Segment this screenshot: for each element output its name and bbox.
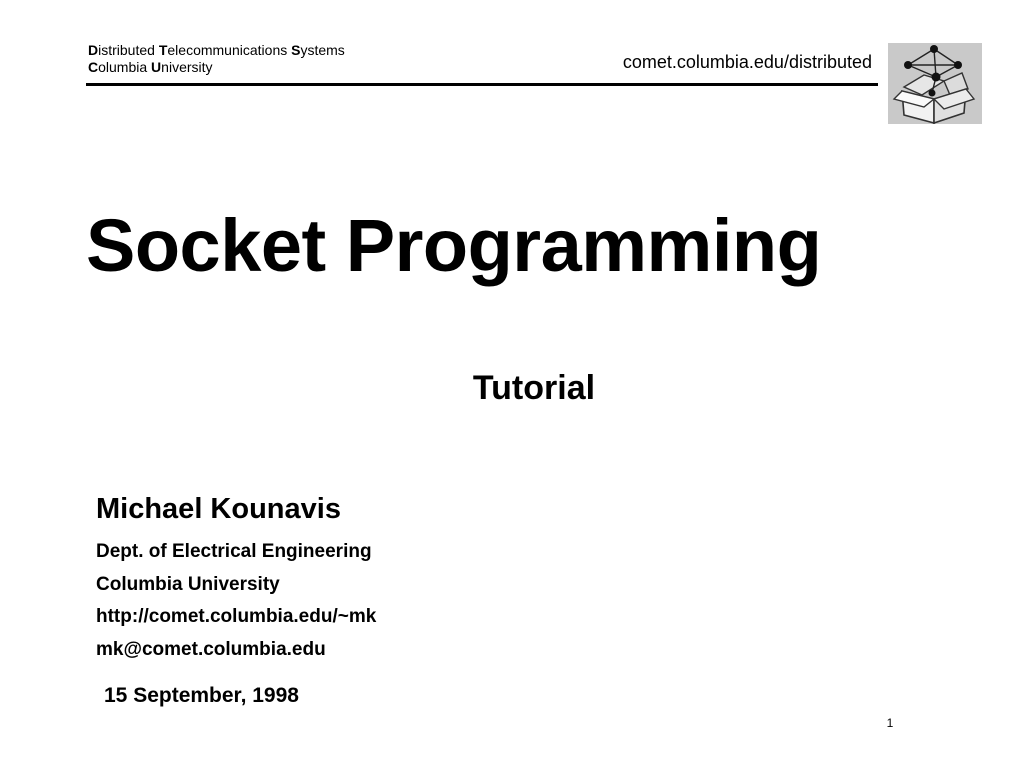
author-department: Dept. of Electrical Engineering xyxy=(96,541,372,562)
author-university: Columbia University xyxy=(96,573,280,595)
author-email: mk@comet.columbia.edu xyxy=(96,638,326,660)
page-subtitle: Tutorial xyxy=(472,369,596,407)
presentation-date: 15 September, 1998 xyxy=(104,684,299,707)
author-details xyxy=(96,536,376,666)
header-divider xyxy=(86,83,878,86)
org-initial: D xyxy=(88,42,99,58)
open-box-network-logo-icon xyxy=(888,43,982,124)
author-name: Michael Kounavis xyxy=(96,493,341,525)
org-initial: S xyxy=(291,42,301,58)
org-word-rest: ystems xyxy=(300,42,345,58)
org-word-rest: olumbia xyxy=(98,59,152,75)
organization-name xyxy=(88,42,345,76)
org-word-rest: istributed xyxy=(98,42,159,58)
org-word-rest: niversity xyxy=(161,59,213,75)
org-word-rest: elecommunications xyxy=(167,42,292,58)
author-homepage-url: http://comet.columbia.edu/~mk xyxy=(96,606,377,627)
header-url: comet.columbia.edu/distributed xyxy=(622,52,872,72)
org-initial: C xyxy=(88,59,99,75)
org-initial: T xyxy=(158,42,168,58)
org-initial: U xyxy=(151,59,162,75)
page-number: 1 xyxy=(886,716,894,730)
organization-line-1 xyxy=(88,42,345,59)
organization-line-2 xyxy=(88,59,345,76)
page-title: Socket Programming xyxy=(86,204,822,287)
